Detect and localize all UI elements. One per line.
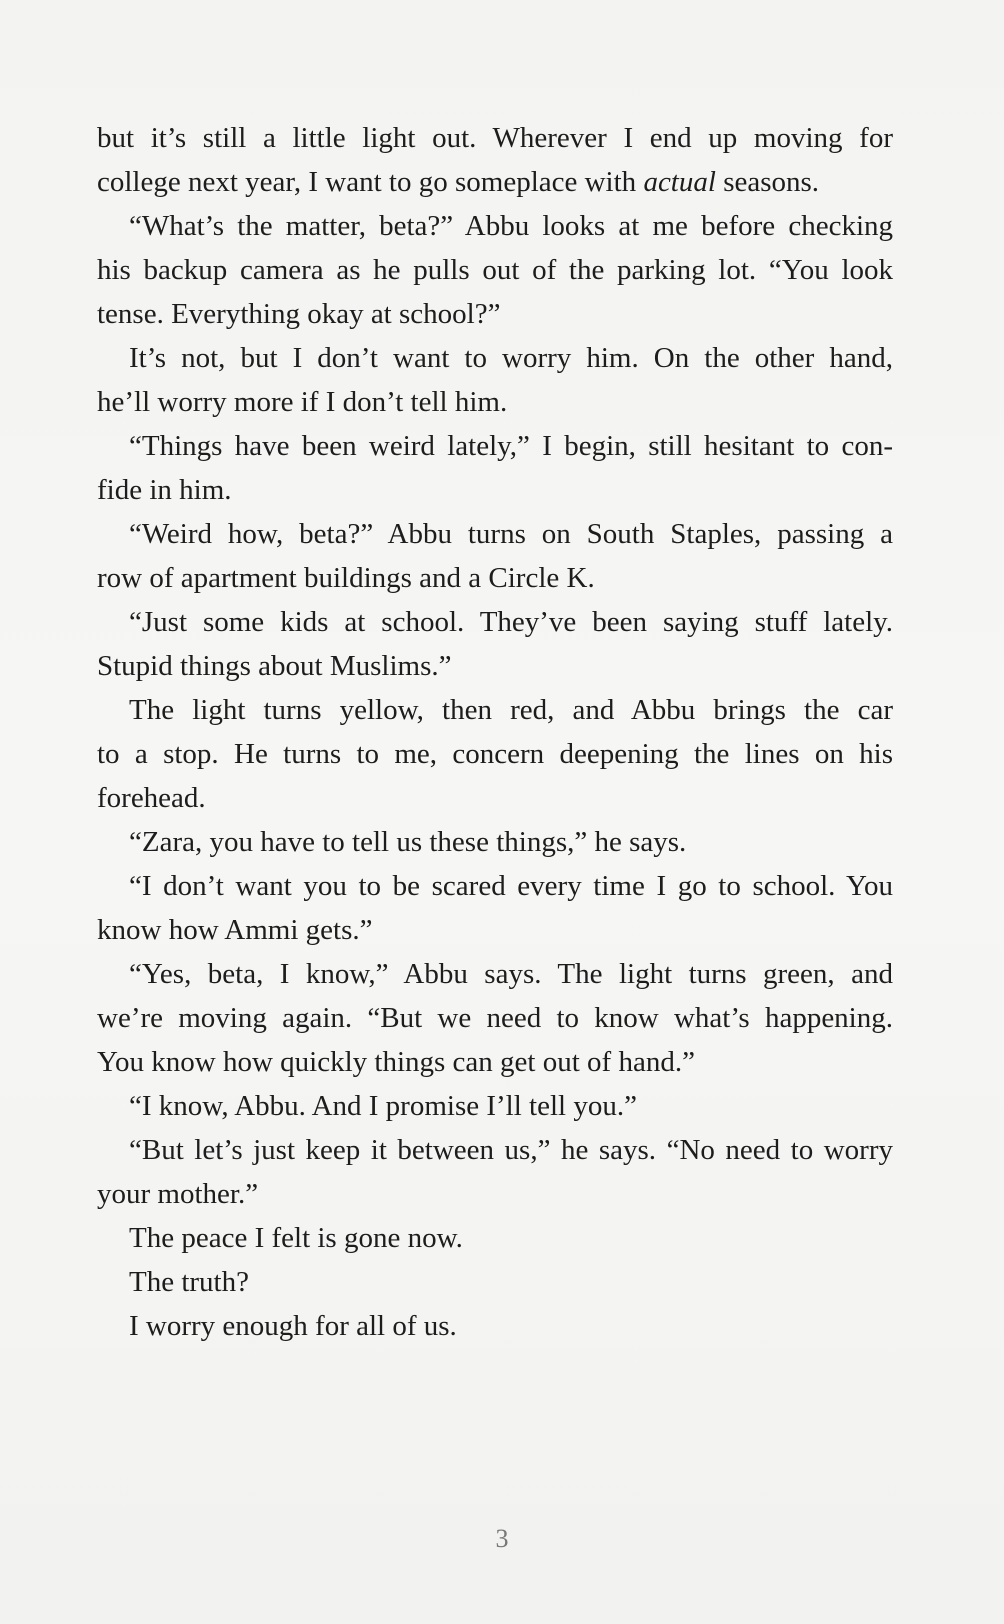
text-line: but it’s still a little light out. Wherever I end up moving for xyxy=(97,122,893,154)
text-line: “Just some kids at school. They’ve been saying stuff lately. xyxy=(129,606,893,638)
text-line: I worry enough for all of us. xyxy=(129,1310,457,1342)
text-line: The truth? xyxy=(129,1266,249,1298)
text-line: we’re moving again. “But we need to know what’s happening. xyxy=(97,1002,893,1034)
text-line: You know how quickly things can get out of hand.” xyxy=(97,1046,695,1078)
text-line: forehead. xyxy=(97,782,206,814)
text-line: he’ll worry more if I don’t tell him. xyxy=(97,386,508,418)
text-line: Stupid things about Muslims.” xyxy=(97,650,452,682)
text-line: to a stop. He turns to me, concern deepening the lines on his xyxy=(97,738,893,770)
text-line: “I don’t want you to be scared every time I go to school. You xyxy=(129,870,893,902)
body-text xyxy=(97,116,893,1348)
text-line: fide in him. xyxy=(97,474,232,506)
text-line: “Things have been weird lately,” I begin, still hesitant to con- xyxy=(129,430,893,462)
text-line: “But let’s just keep it between us,” he says. “No need to worry xyxy=(129,1134,893,1166)
text-line: row of apartment buildings and a Circle K. xyxy=(97,562,595,594)
text-line: The peace I felt is gone now. xyxy=(129,1222,463,1254)
text-line: know how Ammi gets.” xyxy=(97,914,373,946)
text-line: “Weird how, beta?” Abbu turns on South Staples, passing a xyxy=(129,518,893,550)
text-line: tense. Everything okay at school?” xyxy=(97,298,501,330)
text-line: his backup camera as he pulls out of the parking lot. “You look xyxy=(97,254,893,286)
emphasized-word: actual xyxy=(643,166,716,198)
text-line: your mother.” xyxy=(97,1178,259,1210)
text-line: “I know, Abbu. And I promise I’ll tell you.” xyxy=(129,1090,637,1122)
text-line: “What’s the matter, beta?” Abbu looks at me before checking xyxy=(129,210,893,242)
page-number: 3 xyxy=(495,1524,509,1553)
text-line: college next year, I want to go someplace with actual seasons. xyxy=(97,166,820,198)
text-line: “Zara, you have to tell us these things,” he says. xyxy=(129,826,687,858)
text-line: The light turns yellow, then red, and Abbu brings the car xyxy=(129,694,893,726)
text-line: “Yes, beta, I know,” Abbu says. The light turns green, and xyxy=(129,958,893,990)
text-line: It’s not, but I don’t want to worry him. On the other hand, xyxy=(129,342,893,374)
